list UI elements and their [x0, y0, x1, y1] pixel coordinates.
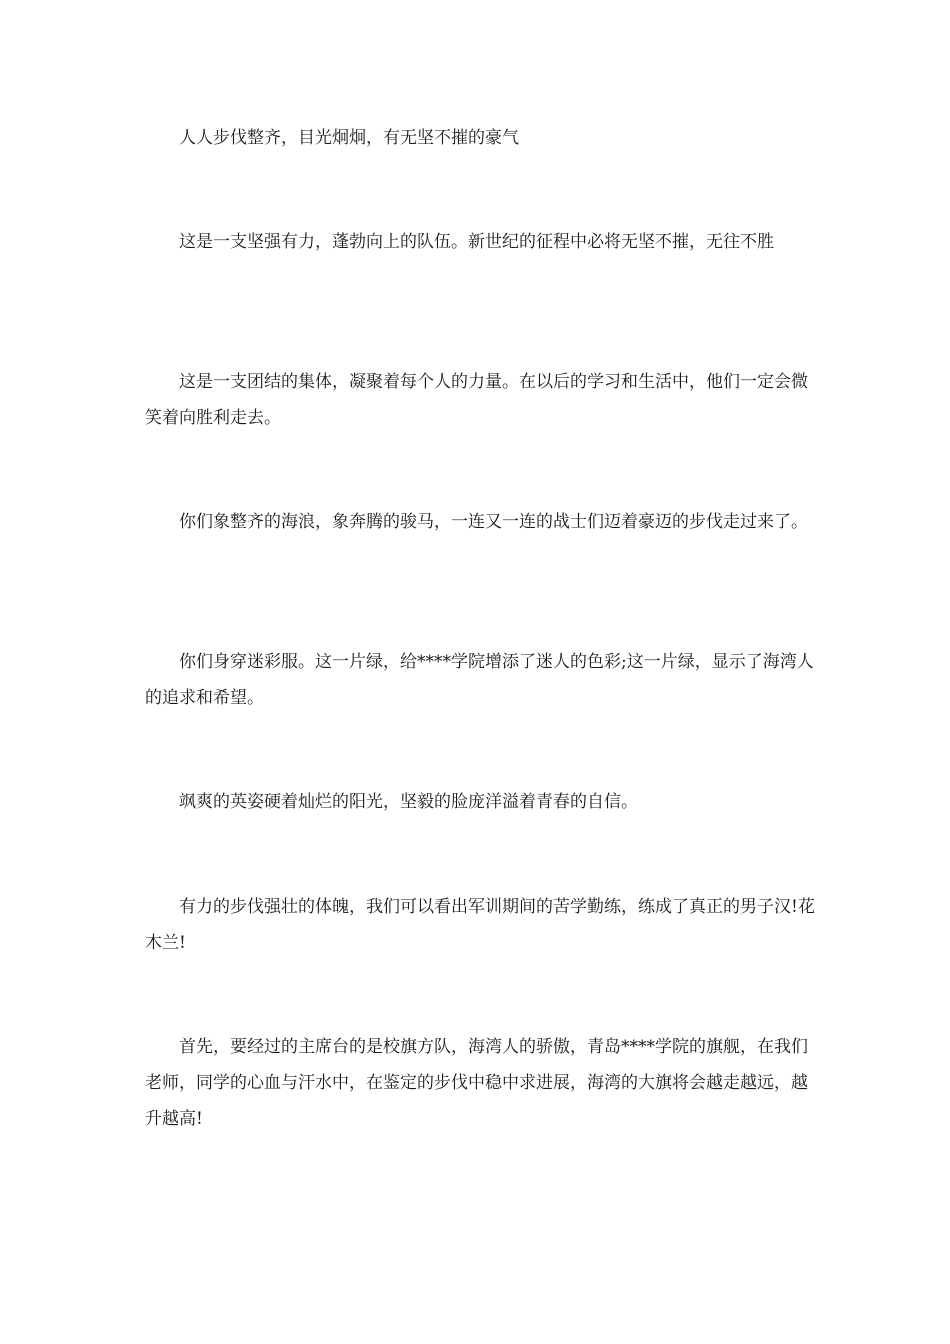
paragraph-4: 你们象整齐的海浪，象奔腾的骏马，一连又一连的战士们迈着豪迈的步伐走过来了。	[179, 512, 808, 532]
paragraph-3: 这是一支团结的集体，凝聚着每个人的力量。在以后的学习和生活中，他们一定会微笑着向胜利走去。	[145, 372, 808, 428]
paragraph-2: 这是一支坚强有力，蓬勃向上的队伍。新世纪的征程中必将无坚不摧，无往不胜	[179, 232, 774, 252]
paragraph-8: 首先，要经过的主席台的是校旗方队，海湾人的骄傲，青岛****学院的旗舰，在我们老师，同学的心血与汗水中，在鉴定的步伐中稳中求进展，海湾的大旗将会越走越远，越升越高!	[145, 1037, 808, 1129]
paragraph-6: 飒爽的英姿硬着灿烂的阳光，坚毅的脸庞洋溢着青春的自信。	[179, 792, 638, 812]
paragraph-7: 有力的步伐强壮的体魄，我们可以看出军训期间的苦学勤练，练成了真正的男子汉!花木兰!	[145, 897, 815, 953]
paragraph-5: 你们身穿迷彩服。这一片绿，给****学院增添了迷人的色彩;这一片绿，显示了海湾人的追求和希望。	[145, 652, 814, 708]
paragraph-1: 人人步伐整齐，目光炯炯，有无坚不摧的豪气	[179, 128, 519, 148]
